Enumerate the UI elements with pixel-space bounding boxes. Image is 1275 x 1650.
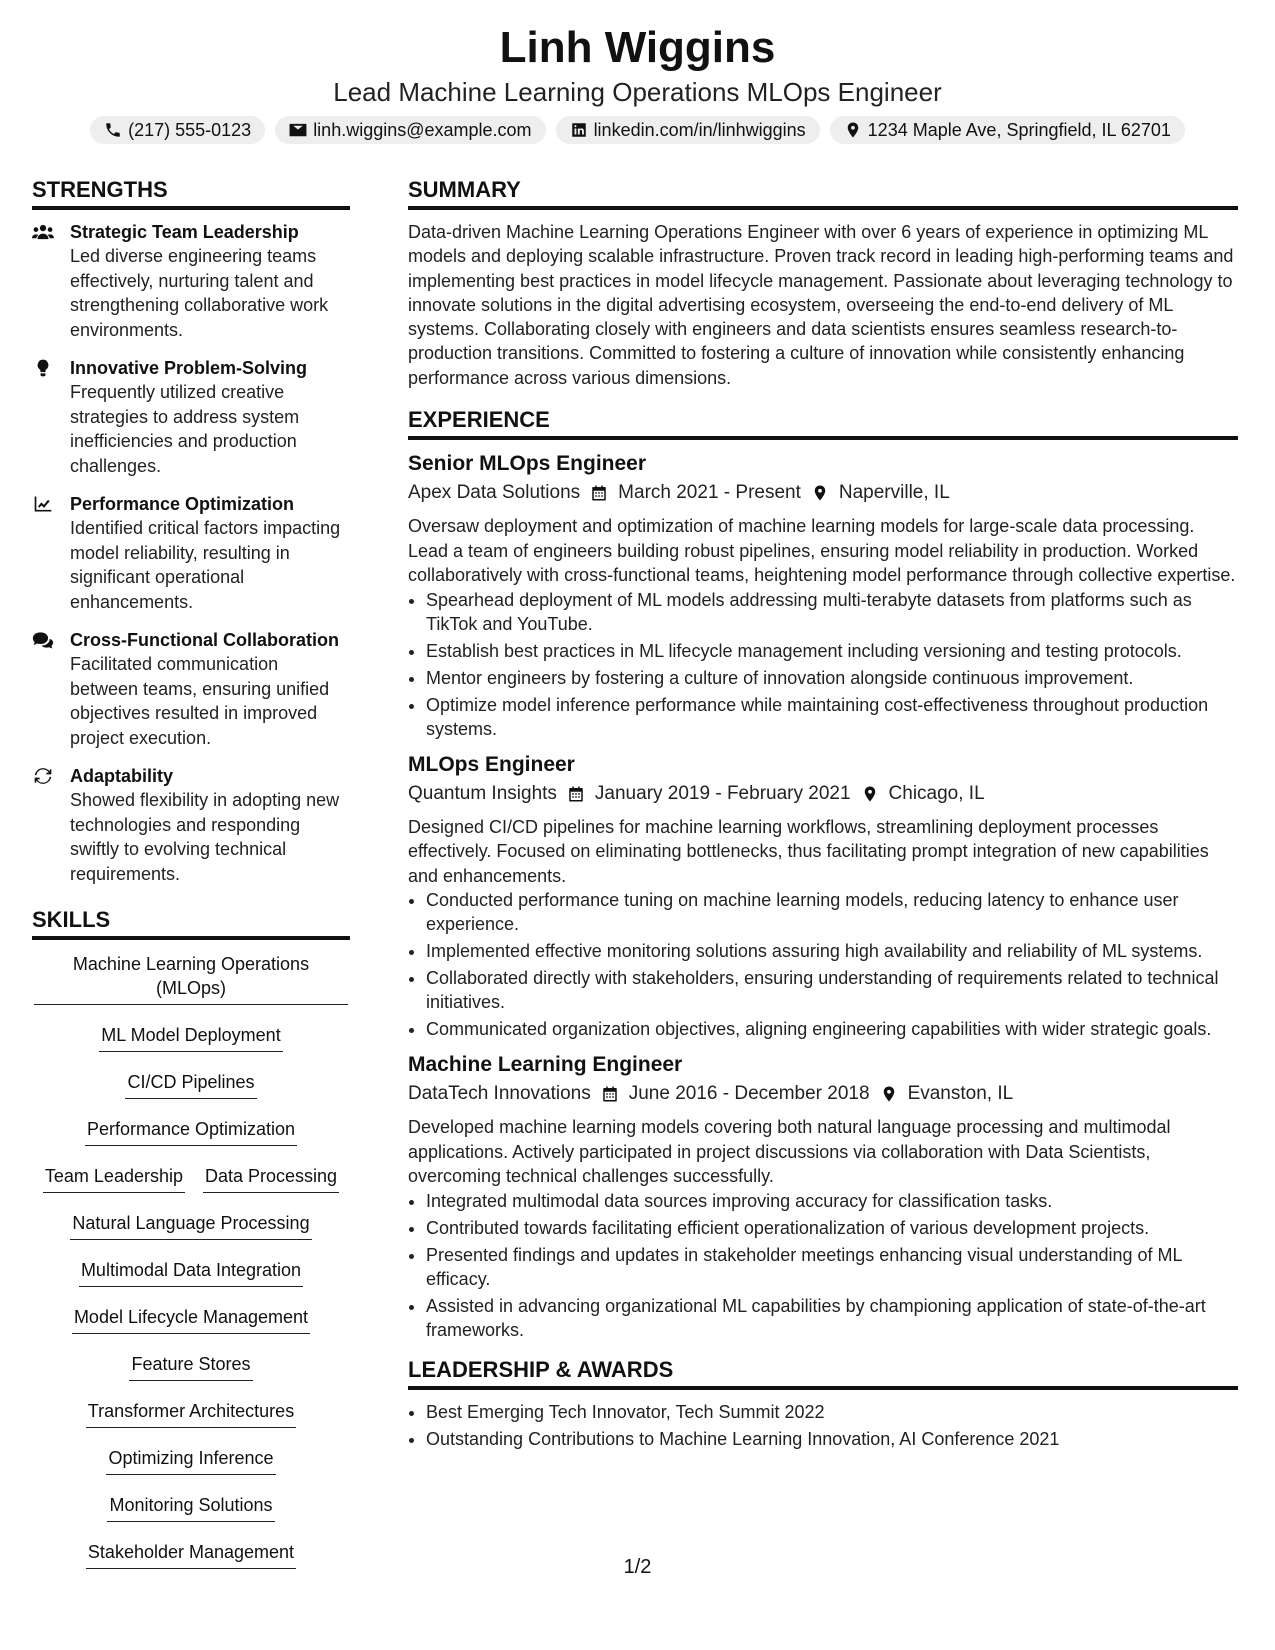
- job-title: MLOps Engineer: [408, 752, 575, 776]
- strength-item: [32, 764, 350, 886]
- job-location: Evanston, IL: [907, 1083, 1014, 1105]
- left-column: [32, 176, 350, 1585]
- job-meta: [408, 1079, 1238, 1109]
- skills-list: [32, 950, 350, 1585]
- skill-tag: Transformer Architectures: [86, 1397, 296, 1428]
- contact-email[interactable]: [275, 116, 545, 144]
- strength-item: [32, 628, 350, 750]
- map-pin-icon: [844, 121, 862, 139]
- contact-linkedin[interactable]: [556, 116, 820, 144]
- job-title: Machine Learning Engineer: [408, 1053, 683, 1077]
- skills-heading: SKILLS: [32, 906, 350, 940]
- job-company: DataTech Innovations: [408, 1083, 591, 1105]
- strengths-heading: STRENGTHS: [32, 176, 350, 210]
- job-bullet: • Establish best practices in ML lifecycle management including versioning and testing protocols.: [426, 639, 1238, 663]
- contact-bar: [0, 116, 1275, 144]
- resume-header: [0, 0, 1275, 144]
- strength-desc: Showed flexibility in adopting new technologies and responding swiftly to evolving technical requirements.: [70, 790, 340, 884]
- job-dates: June 2016 - December 2018: [628, 1083, 870, 1105]
- job-bullet: • Collaborated directly with stakeholders, ensuring understanding of requirements related to technical initiatives.: [426, 966, 1238, 1014]
- job-bullet: • Assisted in advancing organizational ML capabilities by championing application of state-of-the-art frameworks.: [426, 1294, 1238, 1342]
- awards-heading: LEADERSHIP & AWARDS: [408, 1356, 1238, 1390]
- job-title: Senior MLOps Engineer: [408, 452, 647, 476]
- contact-email-text: linh.wiggins@example.com: [313, 120, 532, 140]
- strength-item: [32, 220, 350, 342]
- strength-title: Strategic Team Leadership: [70, 222, 299, 242]
- job-bullet: • Optimize model inference performance while maintaining cost-effectiveness throughout production systems.: [426, 693, 1238, 741]
- job-bullet: • Communicated organization objectives, aligning engineering capabilities with wider strategic goals.: [426, 1017, 1238, 1041]
- strength-title: Cross-Functional Collaboration: [70, 630, 340, 650]
- chart-line-icon: [32, 494, 54, 514]
- users-icon: [32, 222, 54, 242]
- lightbulb-icon: [32, 358, 54, 378]
- job-bullet: • Conducted performance tuning on machine learning models, reducing latency to enhance user experience.: [426, 888, 1238, 936]
- job-description: Designed CI/CD pipelines for machine learning workflows, streamlining deployment processes effectively. Focused on eliminating bottlenecks, thus facilitating prompt integration of new capabilities and enhancements.: [408, 816, 1209, 886]
- envelope-icon: [289, 121, 307, 139]
- skill-tag: Natural Language Processing: [70, 1209, 311, 1240]
- linkedin-icon: [570, 121, 588, 139]
- job-company: Quantum Insights: [408, 782, 557, 804]
- job-bullet: • Contributed towards facilitating efficient operationalization of various development projects.: [426, 1216, 1238, 1240]
- job-bullets: [408, 588, 1238, 741]
- skill-tag: ML Model Deployment: [99, 1021, 282, 1052]
- strength-item: [32, 356, 350, 478]
- job-bullet: • Presented findings and updates in stakeholder meetings enhancing visual understanding of ML efficacy.: [426, 1243, 1238, 1291]
- strength-desc: Identified critical factors impacting model reliability, resulting in significant operational enhancements.: [70, 518, 341, 612]
- map-pin-icon: [880, 1085, 898, 1103]
- calendar-icon: [590, 484, 608, 502]
- skill-tag: Monitoring Solutions: [107, 1491, 274, 1522]
- skill-tag: Feature Stores: [129, 1350, 252, 1381]
- strength-desc: Led diverse engineering teams effectively, nurturing talent and strengthening collaborative work environments.: [70, 246, 329, 340]
- skill-tag: Data Processing: [203, 1162, 339, 1193]
- right-column: [408, 176, 1238, 1454]
- contact-address-text: 1234 Maple Ave, Springfield, IL 62701: [867, 120, 1171, 140]
- strength-title: Performance Optimization: [70, 494, 295, 514]
- awards-list: [408, 1400, 1238, 1451]
- map-pin-icon: [811, 484, 829, 502]
- job-description: Developed machine learning models covering both natural language processing and multimodal applications. Actively participated in project discussions via collaboration with Data Scientists, overcoming technical challenges successfully.: [408, 1117, 1171, 1187]
- skill-tag: Performance Optimization: [85, 1115, 297, 1146]
- skill-tag: Model Lifecycle Management: [72, 1303, 310, 1334]
- job-entry: [408, 751, 1238, 1042]
- calendar-icon: [567, 785, 585, 803]
- strength-title: Innovative Problem-Solving: [70, 358, 308, 378]
- job-bullets: [408, 888, 1238, 1041]
- contact-address: [830, 116, 1185, 144]
- summary-text: Data-driven Machine Learning Operations Engineer with over 6 years of experience in optimizing ML models and deploying scalable infrastructure. Proven track record in leading high-performing teams and implementing best practices in model lifecycle management. Passionate about leveraging technology to innovate solutions in the digital advertising ecosystem, overseeing the end-to-end delivery of ML systems. Collaborating closely with engineers and data scientists ensures seamless research-to-production transitions. Committed to fostering a culture of innovation while consistently enhancing performance across various dimensions.: [408, 222, 1234, 388]
- strength-desc: Frequently utilized creative strategies to address system inefficiencies and production challenges.: [70, 382, 300, 476]
- job-bullet: • Spearhead deployment of ML models addressing multi-terabyte datasets from platforms such as TikTok and YouTube.: [426, 588, 1238, 636]
- summary-heading: SUMMARY: [408, 176, 1238, 210]
- job-location: Naperville, IL: [838, 482, 950, 504]
- job-description: Oversaw deployment and optimization of machine learning models for large-scale data processing. Lead a team of engineers building robust pipelines, ensuring model reliability in production. Worked collaboratively with cross-functional teams, heightening model performance through collective expertise.: [408, 516, 1236, 586]
- strength-item: [32, 492, 350, 614]
- job-dates: March 2021 - Present: [618, 482, 801, 504]
- map-pin-icon: [861, 785, 879, 803]
- skill-tag: Machine Learning Operations (MLOps): [34, 950, 348, 1005]
- job-dates: January 2019 - February 2021: [594, 782, 851, 804]
- job-bullet: • Integrated multimodal data sources improving accuracy for classification tasks.: [426, 1189, 1238, 1213]
- comments-icon: [32, 630, 54, 650]
- job-company: Apex Data Solutions: [408, 482, 581, 504]
- job-meta: [408, 779, 1238, 809]
- contact-phone[interactable]: [90, 116, 265, 144]
- job-bullets: [408, 1189, 1238, 1342]
- award-item: • Outstanding Contributions to Machine Learning Innovation, AI Conference 2021: [426, 1427, 1238, 1451]
- job-entry: [408, 1051, 1238, 1342]
- job-meta: [408, 478, 1238, 508]
- candidate-title: Lead Machine Learning Operations MLOps Engineer: [333, 77, 942, 107]
- skill-tag: Optimizing Inference: [106, 1444, 275, 1475]
- skill-tag: CI/CD Pipelines: [125, 1068, 256, 1099]
- sync-icon: [32, 766, 54, 786]
- job-entry: [408, 450, 1238, 741]
- experience-heading: EXPERIENCE: [408, 406, 1238, 440]
- strength-desc: Facilitated communication between teams, ensuring unified objectives resulted in improved project execution.: [70, 654, 330, 748]
- strength-title: Adaptability: [70, 766, 174, 786]
- candidate-name: Linh Wiggins: [499, 23, 776, 72]
- page-number: 1/2: [623, 1556, 652, 1578]
- job-bullet: • Mentor engineers by fostering a culture of innovation alongside continuous improvement.: [426, 666, 1238, 690]
- job-bullet: • Implemented effective monitoring solutions assuring high availability and reliability of ML systems.: [426, 939, 1238, 963]
- contact-phone-text: (217) 555-0123: [128, 120, 252, 140]
- contact-linkedin-text: linkedin.com/in/linhwiggins: [593, 120, 806, 140]
- calendar-icon: [601, 1085, 619, 1103]
- skill-tag: Team Leadership: [43, 1162, 185, 1193]
- skill-tag: Stakeholder Management: [86, 1538, 296, 1569]
- phone-icon: [104, 121, 122, 139]
- skill-tag: Multimodal Data Integration: [79, 1256, 303, 1287]
- job-location: Chicago, IL: [888, 782, 985, 804]
- award-item: • Best Emerging Tech Innovator, Tech Summit 2022: [426, 1400, 1238, 1424]
